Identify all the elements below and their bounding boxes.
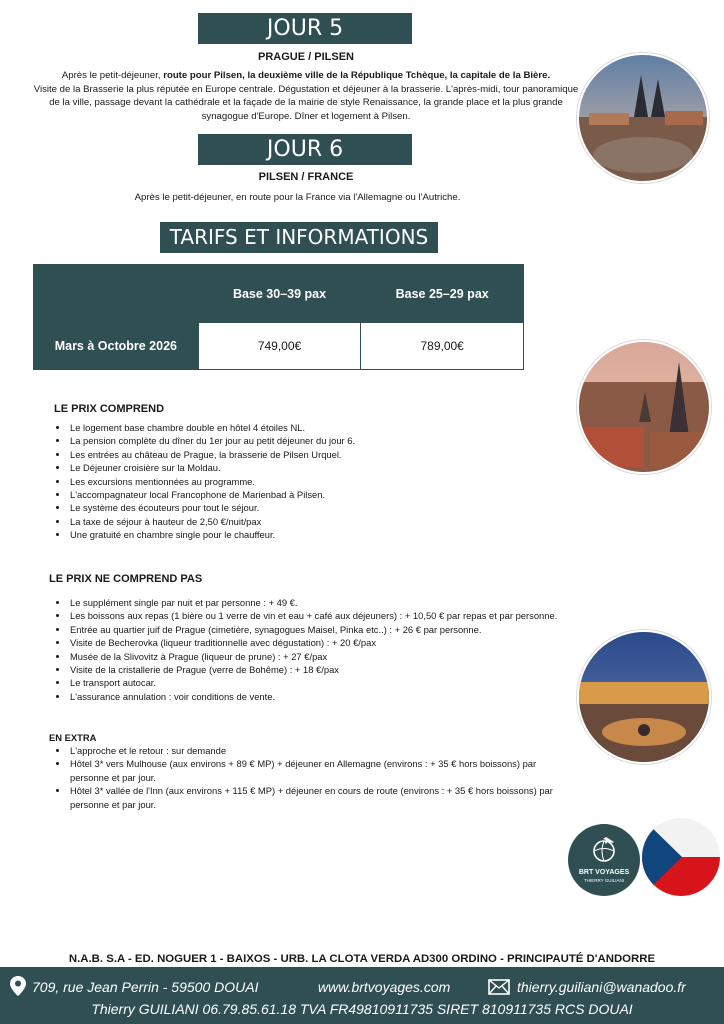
- logo-sub: THIERRY GUILIANI: [583, 878, 625, 883]
- list-item: • Musée de la Slivovitz à Prague (liqueur de prune) : + 27 €/pax: [69, 650, 559, 663]
- price-table-header: [34, 265, 524, 323]
- logo-name: BRT VOYAGES: [578, 869, 630, 876]
- mail-icon: [488, 979, 510, 995]
- price-row-period: Mars à Octobre 2026: [34, 323, 199, 370]
- footer-address: 709, rue Jean Perrin - 59500 DOUAI: [32, 979, 259, 995]
- included-title: LE PRIX COMPREND: [54, 403, 165, 415]
- list-item: • L'assurance annulation : voir conditions de vente.: [69, 690, 559, 703]
- list-item: • Hôtel 3* vers Mulhouse (aux environs + 89 € MP) + déjeuner en Allemagne (environs : + 35 € hors boissons) par personne et par jour.: [69, 757, 559, 784]
- day5-description: [30, 69, 582, 123]
- extra-title: EN EXTRA: [49, 732, 97, 743]
- list-item: • Le supplément single par nuit et par personne : + 49 €.: [69, 596, 559, 609]
- included-list: [55, 421, 549, 542]
- list-item: • Visite de la cristallerie de Prague (verre de Bohême) : + 18 €/pax: [69, 663, 559, 676]
- day5-highlight: route pour Pilsen, la deuxième ville de la République Tchèque, la capitale de la Bière.: [163, 70, 551, 81]
- list-item: • Le Déjeuner croisière sur la Moldau.: [69, 461, 549, 474]
- extra-list: [55, 744, 559, 811]
- price-header-empty: [34, 265, 199, 323]
- price-row: [34, 323, 524, 370]
- airplane-globe-icon: [588, 834, 620, 866]
- list-item: • La taxe de séjour à hauteur de 2,50 €/nuit/pax: [69, 515, 549, 528]
- prague-photo-1: [577, 53, 709, 183]
- list-item: • Une gratuité en chambre single pour le chauffeur.: [69, 528, 549, 541]
- czech-flag: [642, 818, 720, 896]
- price-header-base-30-39: Base 30–39 pax: [198, 265, 361, 323]
- prague-photo-2: [577, 340, 711, 474]
- list-item: • L'approche et le retour : sur demande: [69, 744, 559, 757]
- location-pin-icon: [10, 976, 26, 996]
- footer-legal: Thierry GUILIANI 06.79.85.61.18 TVA FR49810911735 SIRET 810911735 RCS DOUAI: [91, 1001, 633, 1017]
- price-table: [33, 264, 524, 370]
- price-value-base-30-39: 749,00€: [198, 323, 361, 370]
- excluded-title: LE PRIX NE COMPREND PAS: [49, 573, 203, 585]
- list-item: • Hôtel 3* vallée de l'Inn (aux environs + 115 € MP) + déjeuner en cours de route (environs : + 35 € hors boissons) par personne et par jour.: [69, 784, 559, 811]
- price-header-base-25-29: Base 25–29 pax: [361, 265, 524, 323]
- prague-photo-3: [577, 630, 711, 764]
- tarifs-banner: TARIFS ET INFORMATIONS: [160, 222, 438, 253]
- list-item: • La pension complète du dîner du 1er jour au petit déjeuner du jour 6.: [69, 434, 549, 447]
- list-item: • L'accompagnateur local Francophone de Marienbad à Pilsen.: [69, 488, 549, 501]
- list-item: • Le système des écouteurs pour tout le séjour.: [69, 501, 549, 514]
- footer-email-link[interactable]: thierry.guiliani@wanadoo.fr: [517, 979, 686, 995]
- day5-banner: JOUR 5: [198, 13, 412, 44]
- list-item: • Le logement base chambre double en hôtel 4 étoiles NL.: [69, 421, 549, 434]
- day5-subtitle: PRAGUE / PILSEN: [258, 51, 354, 63]
- day6-subtitle: PILSEN / FRANCE: [258, 171, 354, 183]
- list-item: • Visite de Becherovka (liqueur traditionnelle avec dégustation) : + 20 €/pax: [69, 636, 559, 649]
- footer-bar: [0, 967, 724, 1024]
- list-item: • Les entrées au château de Prague, la brasserie de Pilsen Urquel.: [69, 448, 549, 461]
- day5-details: Visite de la Brasserie la plus réputée en Europe centrale. Dégustation et déjeuner à la brasserie. L'après-midi, tour panoramique de la ville, passage devant la cathédrale et la façade de la mairie de style Renaissance, la grande place et la plus grande synagogue d'Europe. Dîner et logement à Pilsen.: [33, 83, 579, 122]
- footer-company: N.A.B. S.A - ED. NOGUER 1 - BAIXOS - URB. LA CLOTA VERDA AD300 ORDINO - PRINCIPAUTÉ D'ANDORRE: [68, 953, 656, 965]
- brt-voyages-logo: [568, 824, 640, 896]
- price-value-base-25-29: 789,00€: [361, 323, 524, 370]
- day5-intro: Après le petit-déjeuner,: [61, 70, 164, 81]
- list-item: • Les boissons aux repas (1 bière ou 1 verre de vin et eau + café aux déjeuners) : + 10,50 € par repas et par personne.: [69, 609, 559, 622]
- list-item: • Les excursions mentionnées au programme.: [69, 475, 549, 488]
- list-item: • Le transport autocar.: [69, 676, 559, 689]
- footer-website-link[interactable]: www.brtvoyages.com: [318, 979, 451, 995]
- list-item: • Entrée au quartier juif de Prague (cimetière, synagogues Maisel, Pinka etc..) : + 26 € par personne.: [69, 623, 559, 636]
- day6-banner: JOUR 6: [198, 134, 412, 165]
- excluded-list: [55, 596, 559, 703]
- day6-description: Après le petit-déjeuner, en route pour la France via l'Allemagne ou l'Autriche.: [134, 192, 461, 203]
